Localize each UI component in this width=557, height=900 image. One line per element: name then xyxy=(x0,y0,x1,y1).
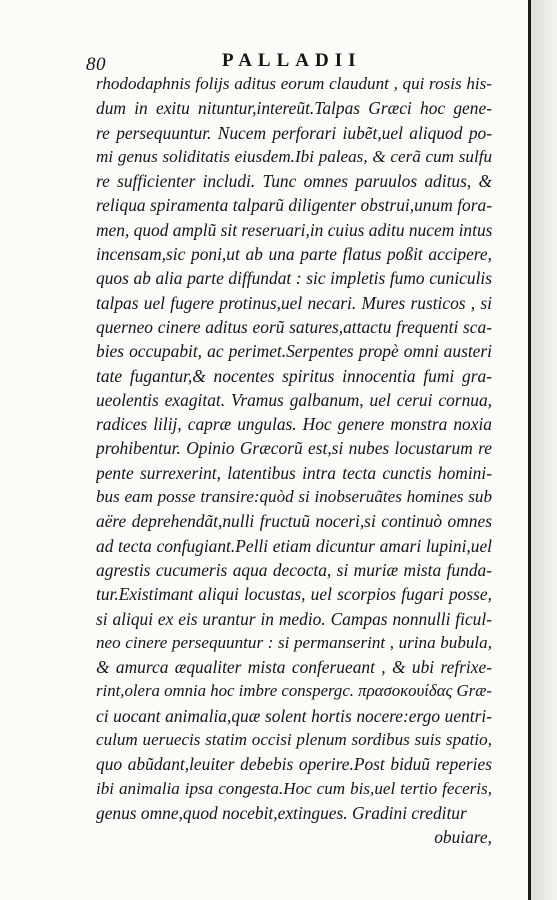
text-line: & amurca æqualiter mista conferueant , & ubi refrixe- xyxy=(96,657,492,678)
text-line: prohibentur. Opinio Græcorũ est,si nubes locustarum re xyxy=(96,438,492,459)
text-line: neo cinere persequuntur : si permanserint , urina bubula, xyxy=(96,632,492,652)
catchword: obuiare, xyxy=(434,827,492,848)
text-line: ueolentis exagitat. Vramus galbanum, uel cerui cornua, xyxy=(96,389,492,410)
text-line: aëre deprehendãt,nulli fructuũ noceri,si continuò omnes xyxy=(96,511,492,532)
text-line: ad tecta confugiant.Pelli etiam dicuntur amari lupini,uel xyxy=(96,535,492,556)
text-line: talpas uel fugere protinus,uel necari. Mures rusticos , si xyxy=(96,292,492,313)
text-line: si aliqui ex eis urantur in medio. Campas nonnulli ficul- xyxy=(96,608,492,629)
body-text xyxy=(96,72,492,850)
text-line: culum ueruecis statim occisi plenum sordibus suis spatio, xyxy=(96,730,492,750)
text-line: tur.Existimant aliqui locustas, uel scorpios fugari posse, xyxy=(96,584,492,605)
text-line: ibi animalia ipsa congesta.Hoc cum bis,uel tertio feceris, xyxy=(96,778,492,798)
text-line: ci uocant animalia,quæ solent hortis nocere:ergo uentri- xyxy=(96,705,492,726)
text-line: agrestis cucumeris aqua decocta, si muriæ mista funda- xyxy=(96,559,492,580)
page-number: 80 xyxy=(86,54,106,75)
text-line: reliqua spiramenta talparũ diligenter obstrui,unum fora- xyxy=(96,195,492,216)
text-line: bies occupabit, ac perimet.Serpentes propè omni austeri xyxy=(96,341,492,362)
text-line: dum in exitu nituntur,intereũt.Talpas Græci hoc gene- xyxy=(96,98,492,119)
text-line: re sufficienter includi. Tunc omnes paruulos aditus, & xyxy=(96,171,492,192)
text-line: querneo cinere aditus eorũ satures,attactu frequenti sca- xyxy=(96,316,492,337)
text-line: mi genus soliditatis eiusdem.Ibi paleas, & cerã cum sulfu xyxy=(96,146,492,166)
gutter-shadow xyxy=(531,0,557,900)
running-head: PALLADII xyxy=(222,50,362,71)
text-line: incensam,sic poni,ut ab una parte flatus poßit accipere, xyxy=(96,244,492,265)
text-line: quos ab alia parte diffundat : sic impletis fumo cuniculis xyxy=(96,268,492,289)
text-line: genus omne,quod nocebit,extingues. Gradini creditur xyxy=(96,802,467,823)
text-line: radices lilij, capræ ungulas. Hoc genere monstra noxia xyxy=(96,414,492,435)
text-line: bus eam posse transire:quòd si inobseruãtes homines sub xyxy=(96,487,492,507)
text-line: quo abũdant,leuiter debebis operire.Post biduũ reperies xyxy=(96,754,492,775)
text-line: rhododaphnis folijs aditus eorum claudunt , qui rosis his- xyxy=(96,74,492,93)
text-line: tate fugantur,& nocentes spiritus innocentia fumi gra- xyxy=(96,365,492,386)
text-line: re persequuntur. Nucem perforari iubẽt,uel aliquod po- xyxy=(96,122,492,143)
text-line: rint,olera omnia hoc imbre conspergc. πρασοκουίδας Græ- xyxy=(96,681,492,701)
text-line: men, quod amplũ sit reseruari,in cuius aditu nucem intus xyxy=(96,219,492,240)
text-line: pente surrexerint, latentibus intra tecta cunctis homini- xyxy=(96,462,492,483)
